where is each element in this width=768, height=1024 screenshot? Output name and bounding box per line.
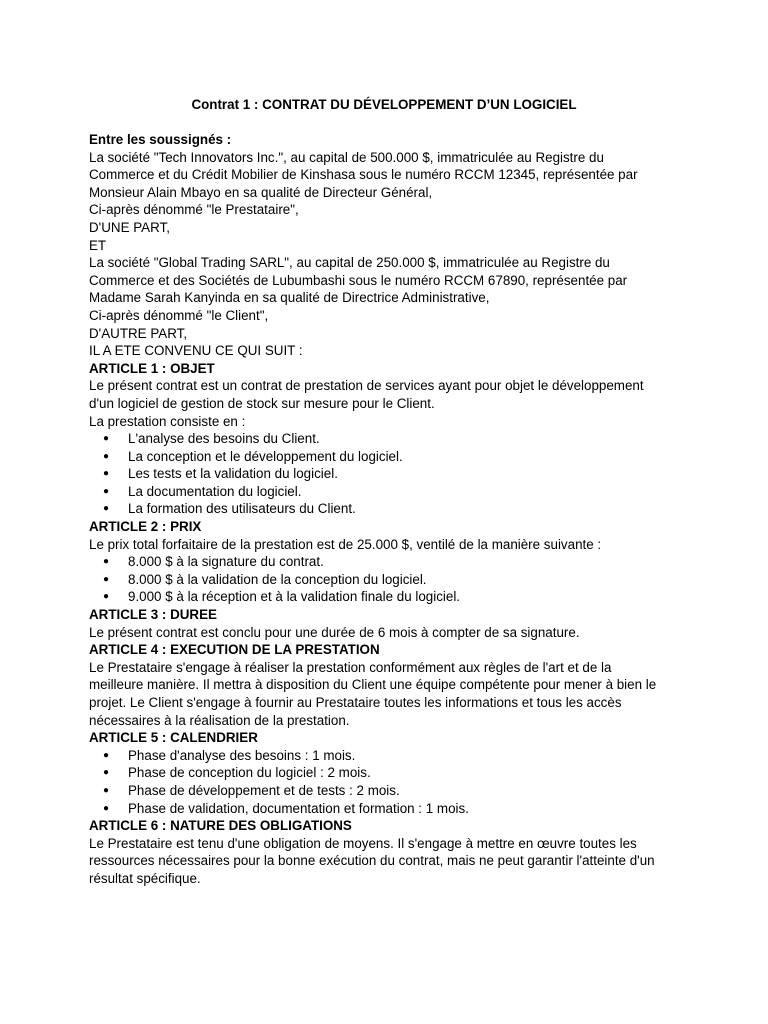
and-line: ET [89, 237, 107, 253]
article-3-text: Le présent contrat est conclu pour une durée de 6 mois à compter de sa signature. [89, 624, 580, 640]
article-6-text: Le Prestataire est tenu d'une obligation de moyens. Il s'engage à mettre en œuvre toutes les [89, 835, 637, 851]
article-6-text: résultat spécifique. [89, 870, 201, 886]
article-5-heading: ARTICLE 5 : CALENDRIER [89, 730, 258, 746]
article-1-text: La prestation consiste en : [89, 413, 246, 429]
party1-line: Ci-après dénommé "le Prestataire", [89, 202, 299, 218]
party2-line: Madame Sarah Kanyinda en sa qualité de Directrice Administrative, [89, 290, 490, 306]
party1-line: Commerce et du Crédit Mobilier de Kinshasa sous le numéro RCCM 12345, représentée par [89, 167, 638, 183]
party2-line: Commerce et des Sociétés de Lubumbashi sous le numéro RCCM 67890, représentée par [89, 272, 628, 288]
list-item: ● Les tests et la validation du logiciel. [89, 465, 689, 483]
article-6-heading: ARTICLE 6 : NATURE DES OBLIGATIONS [89, 818, 352, 834]
party2-line: Ci-après dénommé "le Client", [89, 307, 269, 323]
list-item: ● Phase de développement et de tests : 2 mois. [89, 782, 689, 800]
article-4-text: projet. Le Client s'engage à fournir au Prestataire toutes les informations et tous les accès [89, 695, 622, 710]
agreement-line: IL A ETE CONVENU CE QUI SUIT : [89, 343, 303, 359]
party1-line: D'UNE PART, [89, 219, 170, 235]
list-item: ● 8.000 $ à la validation de la conception du logiciel. [89, 571, 689, 589]
article-4-heading: ARTICLE 4 : EXECUTION DE LA PRESTATION [89, 642, 380, 658]
article-3-heading: ARTICLE 3 : DUREE [89, 607, 217, 623]
party2-line: D'AUTRE PART, [89, 325, 188, 341]
list-item: ● L'analyse des besoins du Client. [89, 430, 689, 448]
parties-heading: Entre les soussignés : [89, 132, 232, 147]
article-1-text: d'un logiciel de gestion de stock sur mesure pour le Client. [89, 395, 435, 411]
party1-line: La société "Tech Innovators Inc.", au capital de 500.000 $, immatriculée au Registre du [89, 149, 604, 165]
article-1-text: Le présent contrat est un contrat de prestation de services ayant pour objet le développement [89, 378, 644, 394]
contract-body [89, 131, 689, 888]
article-2-text: Le prix total forfaitaire de la prestation est de 25.000 $, ventilé de la manière suivante : [89, 536, 602, 552]
list-item: ● La documentation du logiciel. [89, 483, 689, 501]
article-2-heading: ARTICLE 2 : PRIX [89, 519, 202, 535]
article-1-heading: ARTICLE 1 : OBJET [89, 360, 215, 376]
party1-line: Monsieur Alain Mbayo en sa qualité de Directeur Général, [89, 184, 433, 200]
article-4-text: Le Prestataire s'engage à réaliser la prestation conformément aux règles de l'art et de la [89, 659, 612, 675]
list-item: ● La conception et le développement du logiciel. [89, 448, 689, 466]
contract-title: Contrat 1 : CONTRAT DU DÉVELOPPEMENT D’UN LOGICIEL [191, 97, 577, 112]
list-item: ● Phase de conception du logiciel : 2 mois. [89, 764, 689, 782]
article-6-text: ressources nécessaires pour la bonne exécution du contrat, mais ne peut garantir l'atteinte d'un [89, 853, 655, 869]
list-item: ● Phase de validation, documentation et formation : 1 mois. [89, 800, 689, 818]
list-item: ● La formation des utilisateurs du Client. [89, 500, 689, 518]
list-item: ● 9.000 $ à la réception et à la validation finale du logiciel. [89, 588, 689, 606]
list-item: ● 8.000 $ à la signature du contrat. [89, 553, 689, 571]
party2-line: La société "Global Trading SARL", au capital de 250.000 $, immatriculée au Registre du [89, 255, 610, 271]
article-4-text: meilleure manière. Il mettra à disposition du Client une équipe compétente pour mener à bien le [89, 677, 657, 693]
list-item: ● Phase d'analyse des besoins : 1 mois. [89, 747, 689, 765]
article-4-text: nécessaires à la réalisation de la prestation. [89, 712, 350, 728]
